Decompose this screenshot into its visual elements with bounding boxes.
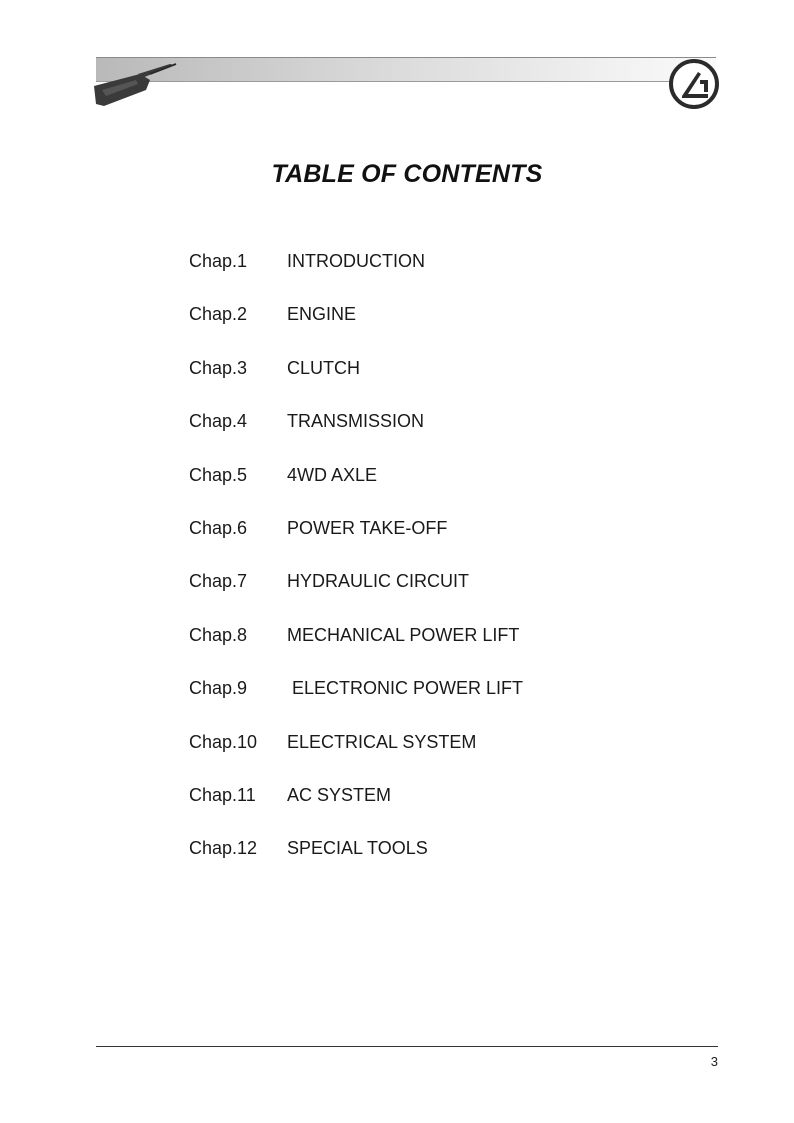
toc-entry[interactable] bbox=[189, 410, 523, 463]
toc-chapter-number: Chap.4 bbox=[189, 411, 248, 432]
toc-chapter-title: INTRODUCTION bbox=[287, 251, 425, 271]
pointing-hand-icon bbox=[92, 60, 182, 108]
toc-entry[interactable] bbox=[189, 731, 523, 784]
toc-chapter-title: POWER TAKE-OFF bbox=[287, 517, 448, 538]
toc-chapter-title: 4WD AXLE bbox=[287, 464, 378, 485]
toc-chapter-number: Chap.12 bbox=[189, 838, 258, 859]
toc-chapter-number: Chap.9 bbox=[189, 678, 248, 699]
toc-chapter-title: ENGINE bbox=[287, 304, 357, 325]
toc-list bbox=[189, 250, 523, 891]
toc-chapter-number: Chap.5 bbox=[189, 464, 248, 485]
page-number: 3 bbox=[710, 1054, 718, 1069]
footer-divider bbox=[96, 1046, 718, 1047]
toc-entry[interactable] bbox=[189, 784, 523, 837]
toc-chapter-title: HYDRAULIC CIRCUIT bbox=[287, 571, 470, 592]
toc-entry[interactable] bbox=[189, 464, 523, 517]
company-logo-icon bbox=[668, 58, 720, 110]
header-band bbox=[96, 57, 716, 82]
toc-entry[interactable] bbox=[189, 837, 523, 890]
toc-chapter-number: Chap.8 bbox=[189, 624, 248, 645]
toc-chapter-title: AC SYSTEM bbox=[287, 784, 392, 805]
toc-entry[interactable] bbox=[189, 357, 523, 410]
toc-chapter-title: MECHANICAL POWER LIFT bbox=[287, 624, 520, 645]
toc-entry[interactable] bbox=[189, 624, 523, 677]
toc-chapter-title: TRANSMISSION bbox=[287, 411, 425, 432]
toc-entry[interactable] bbox=[189, 570, 523, 623]
toc-chapter-number: Chap.3 bbox=[189, 357, 248, 378]
toc-chapter-number: Chap.2 bbox=[189, 304, 248, 325]
toc-chapter-number: Chap.1 bbox=[189, 251, 248, 271]
toc-chapter-title: CLUTCH bbox=[287, 357, 361, 378]
toc-chapter-title: ELECTRONIC POWER LIFT bbox=[287, 678, 524, 699]
toc-entry[interactable] bbox=[189, 250, 523, 303]
toc-chapter-number: Chap.11 bbox=[189, 784, 256, 805]
toc-entry[interactable] bbox=[189, 517, 523, 570]
toc-entry[interactable] bbox=[189, 303, 523, 356]
toc-chapter-title: ELECTRICAL SYSTEM bbox=[287, 731, 477, 752]
toc-chapter-number: Chap.10 bbox=[189, 731, 258, 752]
toc-chapter-number: Chap.6 bbox=[189, 517, 248, 538]
toc-chapter-number: Chap.7 bbox=[189, 571, 248, 592]
toc-entry[interactable] bbox=[189, 677, 523, 730]
toc-chapter-title: SPECIAL TOOLS bbox=[287, 838, 428, 859]
page-title: TABLE OF CONTENTS bbox=[271, 160, 543, 188]
